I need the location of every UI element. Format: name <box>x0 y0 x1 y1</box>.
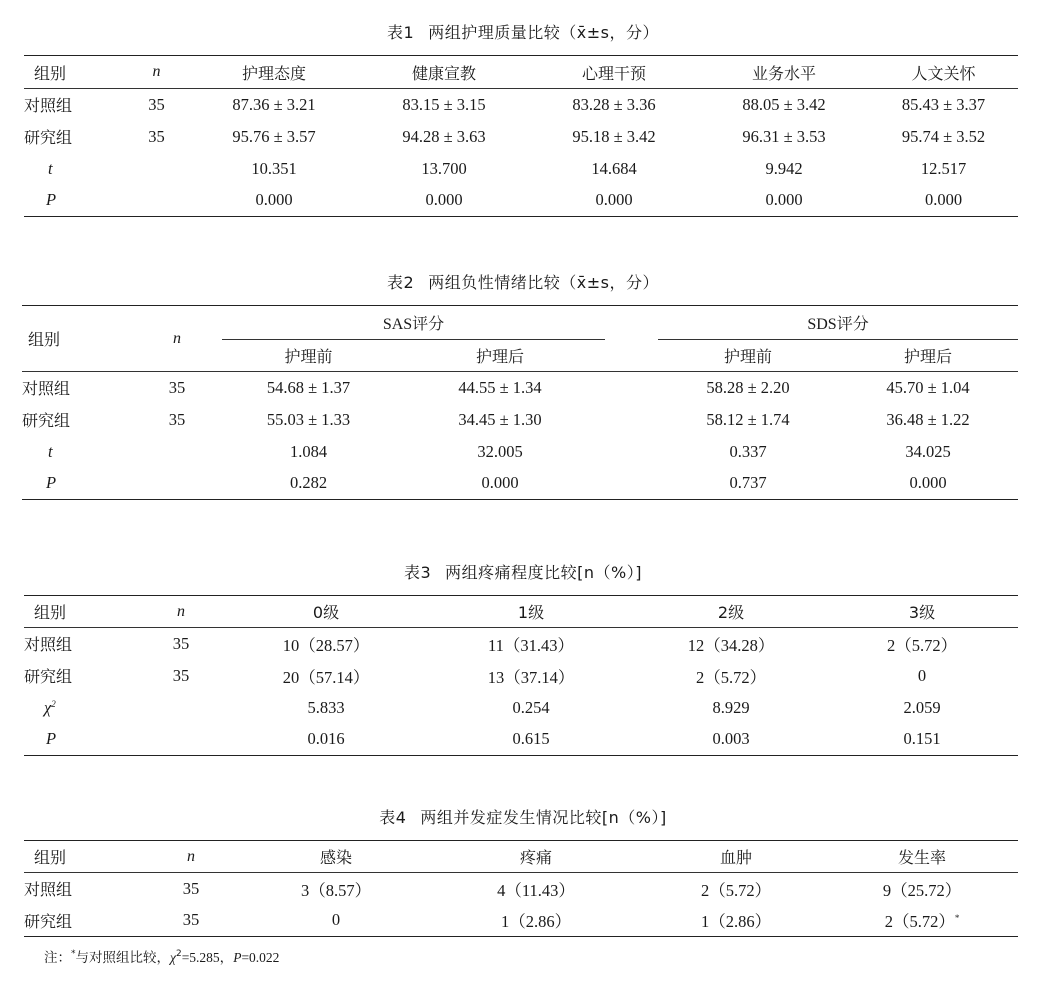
table3-header-row <box>24 596 1018 628</box>
table2-subheader: 护理后 <box>395 340 605 372</box>
significance-star: * <box>954 913 960 924</box>
table-cell: 87.36 ± 3.21 <box>232 94 316 114</box>
table-cell: 14.684 <box>591 158 637 178</box>
table-cell: 95.74 ± 3.52 <box>901 126 986 146</box>
table-row <box>24 628 1018 660</box>
table2-subheader: 护理前 <box>222 340 395 372</box>
table-cell: 35 <box>182 910 200 930</box>
note-chi: χ <box>170 950 176 965</box>
chi-superscript: 2 <box>51 698 56 709</box>
table-cell: 55.03 ± 1.33 <box>266 409 351 429</box>
table4-header-n: n <box>136 841 246 873</box>
table-cell: 0.737 <box>729 473 767 493</box>
table-cell: 2（5.72） <box>886 635 958 655</box>
row-label: 对照组 <box>22 379 71 399</box>
table-row <box>24 185 1018 217</box>
table-cell: 13.700 <box>421 158 467 178</box>
table-cell: 10（28.57） <box>282 635 370 655</box>
table1-label: 表1 <box>387 23 415 42</box>
table-cell: 2（5.72） <box>695 667 767 687</box>
table-cell: 54.68 ± 1.37 <box>266 377 351 397</box>
table2-header-row <box>22 306 1018 340</box>
table2-header-gap <box>605 306 658 372</box>
chi-symbol: χ <box>44 697 52 717</box>
table2 <box>22 305 1018 500</box>
table3 <box>24 595 1018 756</box>
table-cell: 35 <box>168 409 186 429</box>
table4-header-row <box>24 841 1018 873</box>
table-cell: 36.48 ± 1.22 <box>886 409 970 429</box>
incidence-value: 2（5.72） <box>884 912 955 932</box>
table-cell: 0.337 <box>729 441 767 461</box>
table4-header-col: 血肿 <box>646 841 826 873</box>
table2-caption <box>0 270 1046 293</box>
row-label: 研究组 <box>24 911 73 931</box>
row-label: 对照组 <box>24 880 73 900</box>
note-p-value: =0.022 <box>241 950 280 965</box>
table-cell: 10.351 <box>251 158 297 178</box>
table-gap <box>605 468 658 500</box>
note-chi-sup: 2 <box>175 949 182 959</box>
table-cell: 95.76 ± 3.57 <box>232 126 316 146</box>
table1-caption <box>0 20 1046 43</box>
table-cell: 11（31.43） <box>487 635 574 655</box>
table-cell: 9.942 <box>765 158 803 178</box>
table-row <box>24 660 1018 692</box>
table-row <box>22 372 1018 404</box>
table-cell: 1（2.86） <box>500 912 572 932</box>
table-cell <box>826 905 1018 937</box>
table-cell: 0.254 <box>512 697 550 717</box>
table4 <box>24 840 1018 937</box>
table-cell: 12.517 <box>920 158 967 178</box>
row-label: P <box>46 729 57 749</box>
table-cell: 35 <box>168 377 186 397</box>
table3-header-col: 2级 <box>636 596 826 628</box>
table3-title: 两组疼痛程度比较[n（%）] <box>445 563 643 582</box>
table-gap <box>605 404 658 436</box>
table-cell: 8.929 <box>712 697 750 717</box>
table4-title: 两组并发症发生情况比较[n（%）] <box>420 808 667 827</box>
table-cell: 94.28 ± 3.63 <box>402 126 486 146</box>
table2-header-sas: SAS评分 <box>222 306 605 340</box>
table2-subheader: 护理前 <box>658 340 838 372</box>
table-cell: 0.016 <box>307 729 345 749</box>
table-cell: 12（34.28） <box>687 635 775 655</box>
table-cell: 45.70 ± 1.04 <box>886 377 970 397</box>
table3-header-n: n <box>136 596 226 628</box>
table-row <box>24 905 1018 937</box>
note-chi-value: =5.285， <box>181 950 234 965</box>
table-cell: 3（8.57） <box>300 880 372 900</box>
table-cell: 0.615 <box>512 729 550 749</box>
table-cell <box>136 724 226 756</box>
table-cell: 9（25.72） <box>882 880 962 900</box>
table-footnote <box>44 946 279 966</box>
table-cell: 34.45 ± 1.30 <box>458 409 542 429</box>
table-cell: 2（5.72） <box>700 880 772 900</box>
table-cell: 4（11.43） <box>497 880 575 900</box>
table3-header-col: 3级 <box>826 596 1018 628</box>
table2-subheader: 护理后 <box>838 340 1018 372</box>
row-label <box>24 692 136 724</box>
table-cell: 35 <box>182 878 200 898</box>
table-cell: 83.28 ± 3.36 <box>572 94 656 114</box>
table1-header-n: n <box>124 56 189 89</box>
table-cell: 0.000 <box>765 190 803 210</box>
note-star: * <box>71 949 76 959</box>
table-cell: 34.025 <box>905 441 951 461</box>
table-cell <box>136 692 226 724</box>
table-cell: 35 <box>148 94 165 114</box>
table-cell: 0 <box>331 910 341 930</box>
table2-header-group: 组别 <box>22 306 132 372</box>
table-cell: 58.28 ± 2.20 <box>706 377 790 397</box>
row-label: t <box>48 441 53 461</box>
table2-header-sds: SDS评分 <box>658 306 1018 340</box>
table1 <box>24 55 1018 217</box>
table2-header-n: n <box>132 306 222 372</box>
table1-header-row <box>24 56 1018 89</box>
table3-header-col: 1级 <box>426 596 636 628</box>
table-cell: 35 <box>172 633 190 653</box>
row-label: P <box>46 190 57 210</box>
table-row <box>22 404 1018 436</box>
table4-header-col: 疼痛 <box>426 841 646 873</box>
table-row <box>24 692 1018 724</box>
table4-header-col: 感染 <box>246 841 426 873</box>
table-cell: 95.18 ± 3.42 <box>572 126 656 146</box>
row-label: t <box>48 158 53 178</box>
table-cell: 0.000 <box>909 473 947 493</box>
table-cell: 35 <box>172 665 190 685</box>
table-cell: 13（37.14） <box>487 667 575 687</box>
table-cell: 58.12 ± 1.74 <box>706 409 790 429</box>
row-label: P <box>46 473 57 493</box>
table-cell: 35 <box>148 126 165 146</box>
table-gap <box>605 372 658 404</box>
table-row <box>24 121 1018 153</box>
table1-header-col: 健康宣教 <box>359 56 529 89</box>
table-gap <box>605 436 658 468</box>
note-prefix: 注： <box>44 950 71 966</box>
table1-header-col: 业务水平 <box>699 56 869 89</box>
table-cell: 0.282 <box>289 473 328 493</box>
row-label: 研究组 <box>22 411 71 430</box>
note-p: P <box>233 950 242 965</box>
table-cell: 44.55 ± 1.34 <box>458 377 542 397</box>
table3-header-col: 0级 <box>226 596 426 628</box>
table2-label: 表2 <box>387 273 415 292</box>
table3-caption <box>0 560 1046 583</box>
table4-label: 表4 <box>379 808 407 827</box>
table-cell: 0.151 <box>903 729 941 749</box>
table-cell <box>132 436 222 468</box>
table-cell <box>132 468 222 500</box>
table-cell: 0.003 <box>712 729 750 749</box>
table4-caption <box>0 805 1046 828</box>
table-row <box>22 436 1018 468</box>
table4-header-group: 组别 <box>24 841 136 873</box>
table3-header-group: 组别 <box>24 596 136 628</box>
table-cell: 85.43 ± 3.37 <box>901 94 986 114</box>
table-row <box>24 724 1018 756</box>
table-cell: 88.05 ± 3.42 <box>742 94 826 114</box>
table-cell: 2.059 <box>903 697 941 717</box>
table-cell: 96.31 ± 3.53 <box>742 126 826 146</box>
row-label: 对照组 <box>24 96 73 116</box>
table-cell: 83.15 ± 3.15 <box>402 94 486 114</box>
table-row <box>24 89 1018 121</box>
table-cell <box>124 153 189 185</box>
table-cell: 0.000 <box>255 190 293 210</box>
table-row <box>24 153 1018 185</box>
table-row <box>24 873 1018 905</box>
table3-label: 表3 <box>403 563 432 582</box>
table-cell: 0.000 <box>425 190 463 210</box>
table-cell: 32.005 <box>477 441 523 461</box>
table-cell: 20（57.14） <box>282 667 370 687</box>
table-cell: 0.000 <box>924 190 963 210</box>
table-cell: 5.833 <box>307 697 345 717</box>
table-cell: 0 <box>917 665 927 685</box>
table-cell <box>124 185 189 217</box>
table-cell: 0.000 <box>481 473 519 493</box>
table1-header-col: 人文关怀 <box>869 56 1018 89</box>
table-row <box>22 468 1018 500</box>
row-label: 研究组 <box>24 128 73 147</box>
table1-header-col: 心理干预 <box>529 56 699 89</box>
row-label: 研究组 <box>24 667 73 686</box>
table1-header-group: 组别 <box>24 56 124 89</box>
table2-title: 两组负性情绪比较（x̄±s，分） <box>428 273 659 292</box>
row-label: 对照组 <box>24 635 73 655</box>
table4-header-col: 发生率 <box>826 841 1018 873</box>
table-cell: 1（2.86） <box>700 912 772 932</box>
table-cell: 0.000 <box>595 190 633 210</box>
table-cell: 1.084 <box>289 441 328 461</box>
table1-header-col: 护理态度 <box>189 56 359 89</box>
note-text: 与对照组比较， <box>75 950 170 966</box>
table1-title: 两组护理质量比较（x̄±s，分） <box>428 23 659 42</box>
